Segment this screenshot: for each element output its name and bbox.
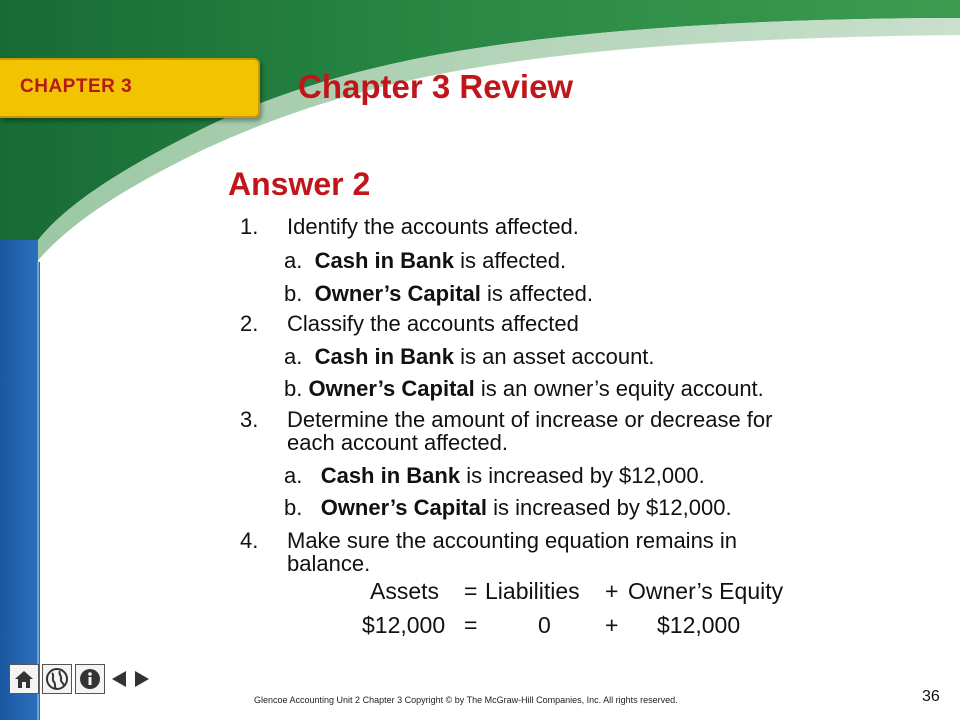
step-number: 1. <box>240 214 259 239</box>
sub-text: is affected. <box>480 281 593 306</box>
step-text: Make sure the accounting equation remains in <box>287 528 738 553</box>
plus-sign: + <box>605 612 619 638</box>
step-text: balance. <box>287 551 371 576</box>
sub-prefix: b. <box>284 495 303 520</box>
step-1a <box>284 248 566 274</box>
step-text: Classify the accounts affected <box>287 311 579 336</box>
liabilities-value: 0 <box>538 612 551 638</box>
answer-heading: Answer 2 <box>228 166 371 202</box>
page-number: 36 <box>922 688 940 705</box>
equals-sign: = <box>464 578 478 604</box>
sub-text: is affected. <box>453 248 567 273</box>
sub-prefix: b. <box>284 281 303 306</box>
account-name: Cash in Bank <box>314 344 454 369</box>
chapter-tab-label: CHAPTER 3 <box>20 76 133 97</box>
blue-strip <box>0 240 38 720</box>
sub-text: is an asset account. <box>453 344 655 369</box>
step-3a <box>284 463 705 489</box>
account-name: Cash in Bank <box>320 463 461 488</box>
next-arrow-icon[interactable] <box>131 664 153 694</box>
step-number: 3. <box>240 407 259 432</box>
sub-prefix: a. <box>284 248 303 273</box>
step-1b <box>284 281 593 307</box>
step-3b <box>284 495 732 521</box>
equity-value: $12,000 <box>657 612 741 638</box>
home-icon[interactable] <box>9 664 39 694</box>
sub-text: is an owner’s equity account. <box>474 376 764 401</box>
plus-sign: + <box>605 578 619 604</box>
sub-prefix: a. <box>284 344 303 369</box>
step-number: 2. <box>240 311 259 336</box>
account-name: Cash in Bank <box>314 248 454 273</box>
equals-sign: = <box>464 612 478 638</box>
globe-icon[interactable] <box>42 664 72 694</box>
assets-value: $12,000 <box>362 612 446 638</box>
info-icon[interactable] <box>75 664 105 694</box>
sub-text: is increased by $12,000. <box>486 495 732 520</box>
step-2a <box>284 344 655 370</box>
sub-prefix: b. <box>284 376 303 401</box>
sub-text: is increased by $12,000. <box>460 463 705 488</box>
copyright-footer: Glencoe Accounting Unit 2 Chapter 3 Copyright © by The McGraw-Hill Companies, Inc. All rights reserved. <box>254 695 678 705</box>
account-name: Owner’s Capital <box>314 281 481 306</box>
page-title: Chapter 3 Review <box>298 68 574 105</box>
chapter-tab <box>0 58 260 118</box>
liabilities-label: Liabilities <box>485 578 580 604</box>
assets-label: Assets <box>370 578 440 604</box>
step-2b <box>284 376 764 402</box>
account-name: Owner’s Capital <box>320 495 487 520</box>
step-number: 4. <box>240 528 259 553</box>
sub-prefix: a. <box>284 463 303 488</box>
step-text: Identify the accounts affected. <box>287 214 579 239</box>
account-name: Owner’s Capital <box>308 376 475 401</box>
step-text: Determine the amount of increase or decrease for <box>287 407 773 432</box>
previous-arrow-icon[interactable] <box>108 664 130 694</box>
equity-label: Owner’s Equity <box>628 578 784 604</box>
step-text: each account affected. <box>287 430 508 455</box>
